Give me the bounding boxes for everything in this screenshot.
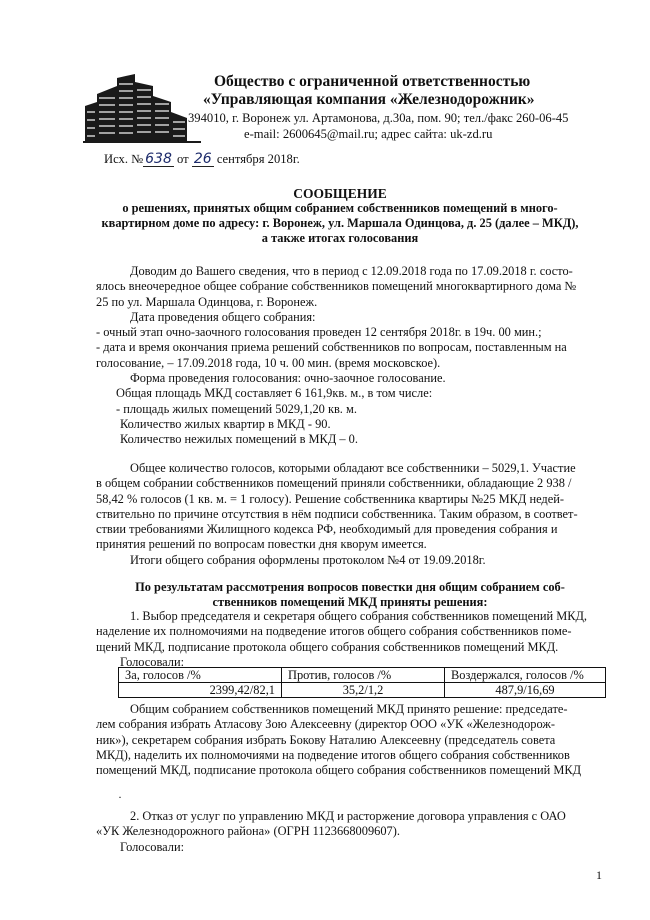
quorum-line: 58,42 % голосов (1 кв. м. = 1 голосу). Решение собственника квартиры №25 МКД недей- [96,491,564,506]
votes-for-header: За, голосов /% [119,668,282,683]
stray-dot: · [118,790,122,804]
intro-line: 25 по ул. Маршала Одинцова, г. Воронеж. [96,294,318,309]
quorum-section [96,461,606,568]
outgoing-date-rest: сентября 2018г. [216,152,300,166]
building-logo-icon [83,72,201,144]
intro-section [96,264,606,448]
decision-line: лем собрания избрать Атласову Зою Алексеевну (директор ООО «УК «Железнодорож- [96,717,556,732]
organization-name-line2: «Управляющая компания «Железнодорожник» [203,91,535,108]
question2-line: «УК Железнодорожного района» (ОГРН 1123668009607). [96,824,400,839]
voted-label: Голосовали: [120,839,185,854]
question1-line: наделение их полномочиями на подведение итогов общего собрания собственников поме- [96,624,572,639]
quorum-line: ствительно по причине отсутствия в нём подписи собственника. Таким образом, в соответ- [96,506,578,521]
organization-address: 394010, г. Воронеж ул. Артамонова, д.30а, пом. 90; тел./факс 260-06-45 [188,111,569,125]
question1-line: щений МКД, подписание протокола общего собрания собственников помещений МКД. [96,639,559,654]
voting-form: Форма проведения голосования: очно-заочное голосование. [130,371,446,386]
results-heading-line1: По результатам рассмотрения вопросов повестки дня общим собранием соб- [135,580,565,594]
outgoing-prefix: Исх. № [104,152,144,166]
organization-name-line1: Общество с ограниченной ответственностью [214,73,531,90]
votes-against-value: 35,2/1,2 [282,683,445,698]
question1-line: 1. Выбор председателя и секретаря общего собрания собственников помещений МКД, [130,609,588,623]
votes-for-value: 2399,42/82,1 [119,683,282,698]
question2-line: 2. Отказ от услуг по управлению МКД и расторжение договора управления с ОАО [130,809,566,823]
document-subtitle-line3: а также итогах голосования [261,231,419,245]
decision-line: Общим собранием собственников помещений МКД принято решение: председате- [130,702,568,716]
quorum-line: принятия решений по вопросам повестки дня кворум имеется. [96,537,427,552]
quorum-line: ствии требованиями Жилищного кодекса РФ, необходимый для проведения собрания и [96,522,558,537]
outgoing-day-handwritten: 26 [193,151,212,167]
organization-contacts: e-mail: 2600645@mail.ru; адрес сайта: uk-zd.ru [244,127,493,141]
outgoing-number-handwritten: 638 [145,151,172,167]
living-area: - площадь жилых помещений 5029,1,20 кв. м. [116,401,357,416]
page-number: 1 [596,868,602,882]
table-row [119,683,606,698]
total-area: Общая площадь МКД составляет 6 161,9кв. м., в том числе: [116,386,433,401]
apartments-count: Количество жилых квартир в МКД - 90. [120,416,331,431]
document-subtitle-line2: квартирном доме по адресу: г. Воронеж, ул. Маршала Одинцова, д. 25 (далее – МКД), [101,216,579,230]
document-subtitle-line1: о решениях, принятых общим собранием собственников помещений в много- [122,201,558,215]
votes-against-header: Против, голосов /% [282,668,445,683]
table-row [119,668,606,683]
quorum-line: в общем собрании собственников помещений приняли собственники, обладающие 2 938 / [96,476,572,491]
votes-abstain-value: 487,9/16,69 [445,683,606,698]
meeting-date-label: Дата проведения общего собрания: [130,309,316,324]
meeting-stage2-line1: - дата и время окончания приема решений собственников по вопросам, поставленным на [96,340,567,355]
decision-line: ник»), секретарем собрания избрать Бокову Наталию Алексеевну (председатель совета [96,732,556,747]
decision-line: МКД), наделить их полномочиями на подведение итогов общего собрания собственников [96,747,570,762]
question2-section [96,809,606,855]
outgoing-number [104,152,300,167]
nonliving-count: Количество нежилых помещений в МКД – 0. [120,432,358,447]
intro-line: ялось внеочередное общее собрание собственников помещений многоквартирного дома № [96,279,577,294]
decision-line: помещений МКД, подписание протокола общего собрания собственников помещений МКД [96,763,582,778]
decision-section [96,702,606,778]
votes-abstain-header: Воздержался, голосов /% [445,668,606,683]
document-heading: СООБЩЕНИЕ [293,186,387,201]
results-heading-line2: ственников помещений МКД приняты решения: [212,595,488,609]
votes-table [118,667,606,698]
outgoing-from-label: от [177,152,189,166]
question1-section [96,609,606,670]
meeting-stage2-line2: голосование, – 17.09.2018 года, 10 ч. 00 мин. (время московское). [96,355,441,370]
meeting-stage1: - очный этап очно-заочного голосования проведен 12 сентября 2018г. в 19ч. 00 мин.; [96,325,542,340]
intro-line: Доводим до Вашего сведения, что в период с 12.09.2018 года по 17.09.2018 г. состо- [130,264,573,278]
protocol-reference: Итоги общего собрания оформлены протоколом №4 от 19.09.2018г. [130,552,486,567]
quorum-line: Общее количество голосов, которыми обладают все собственники – 5029,1. Участие [130,461,576,475]
voted-label: Голосовали: [120,654,185,669]
